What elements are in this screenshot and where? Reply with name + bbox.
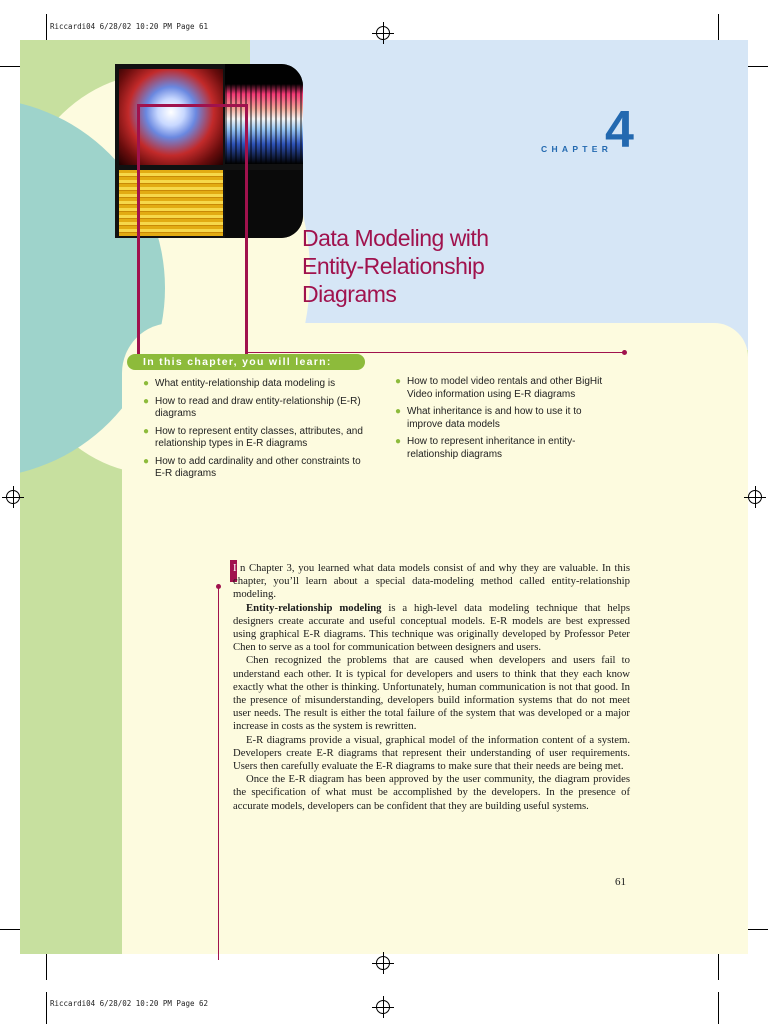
body-paragraph: Chen recognized the problems that are caused when developers and users fail to understand each other. It is typical for developers and users to think that they each know exactly what the other is thinking. Unfortunately, human communication is not that good. In the presence of misunderstanding, developers build information systems that do not meet user needs. The result is either the total failure of the system that was developed or a major increase in costs as the system is rewritten. [233,654,630,733]
body-paragraph: E-R diagrams provide a visual, graphical model of the information content of a system. Developers create E-R diagrams that represent their understanding of user requirements. Users then carefully evaluate the E-R diagrams to make sure that their needs are being met. [233,733,630,773]
bullet-icon: ● [395,406,402,417]
print-slug-bottom: Riccardi04 6/28/02 10:20 PM Page 62 [50,999,209,1008]
crop-mark [746,929,768,930]
registration-mark [376,1000,390,1014]
body-text [233,562,630,813]
magenta-rule-horizontal [137,104,248,107]
registration-mark [6,490,20,504]
registration-mark [376,26,390,40]
magenta-dot [216,584,221,589]
magenta-dot [622,350,627,355]
objectives-left [143,378,373,486]
bullet-icon: ● [395,436,402,447]
bullet-icon: ● [143,455,150,467]
chapter-photo [115,64,303,238]
chapter-label: CHAPTER [541,144,613,154]
crop-mark [718,950,719,980]
crop-mark [0,66,22,67]
bullet-icon: ● [143,425,150,437]
registration-mark [376,956,390,970]
objective-item: ● How to add cardinality and other constraints to E-R diagrams [143,455,361,479]
body-paragraph: Once the E-R diagram has been approved by the user community, the diagram provides the specification of what must be accomplished by the developers. In the presence of accurate models, developers can be confident that they are building useful systems. [233,773,630,812]
magenta-rule-horizontal [245,352,625,353]
objectives-right [395,376,605,466]
body-paragraph: Entity-relationship modeling is a high-level data modeling technique that helps designers create accurate and useful conceptual models. E-R models are best expressed using graphical E-R diagrams. This technique was originally developed by Professor Peter Chen to serve as a tool for communication between designers and users. [233,601,630,654]
chapter-title-line: Data Modeling with [302,225,489,251]
objective-item: ● How to model video rentals and other BigHit Video information using E-R diagrams [395,376,603,400]
objective-item: ● What inheritance is and how to use it to improve data models [395,406,582,430]
drop-cap-letter: I [233,562,237,574]
crop-mark [0,929,22,930]
chapter-title-line: Diagrams [302,281,397,307]
objective-item: ● What entity-relationship data modeling is [143,378,336,389]
registration-mark [748,490,762,504]
bullet-icon: ● [395,376,402,387]
objective-item: ● How to read and draw entity-relationship (E-R) diagrams [143,395,361,419]
chapter-title-line: Entity-Relationship [302,253,485,279]
magenta-rule-vertical [245,104,248,354]
magenta-rule-vertical [218,586,219,960]
crop-mark [718,992,719,1024]
print-slug-top: Riccardi04 6/28/02 10:20 PM Page 61 [50,22,209,31]
crop-mark [746,66,768,67]
objective-item: ● How to represent entity classes, attributes, and relationship types in E-R diagrams [143,425,363,449]
bullet-icon: ● [143,378,150,389]
bullet-icon: ● [143,395,150,407]
page-number: 61 [615,876,626,888]
body-paragraph: I n Chapter 3, you learned what data models consist of and why they are valuable. In this chapter, you’ll learn about a special data-modeling method called entity-relationship modeling. [233,562,630,601]
learn-heading: In this chapter, you will learn: [127,354,365,370]
chapter-number: 4 [605,101,634,159]
crop-mark [46,950,47,980]
crop-mark [46,992,47,1024]
objective-item: ● How to represent inheritance in entity-relationship diagrams [395,436,576,460]
magenta-rule-vertical [137,104,140,356]
chapter-title [302,224,562,308]
